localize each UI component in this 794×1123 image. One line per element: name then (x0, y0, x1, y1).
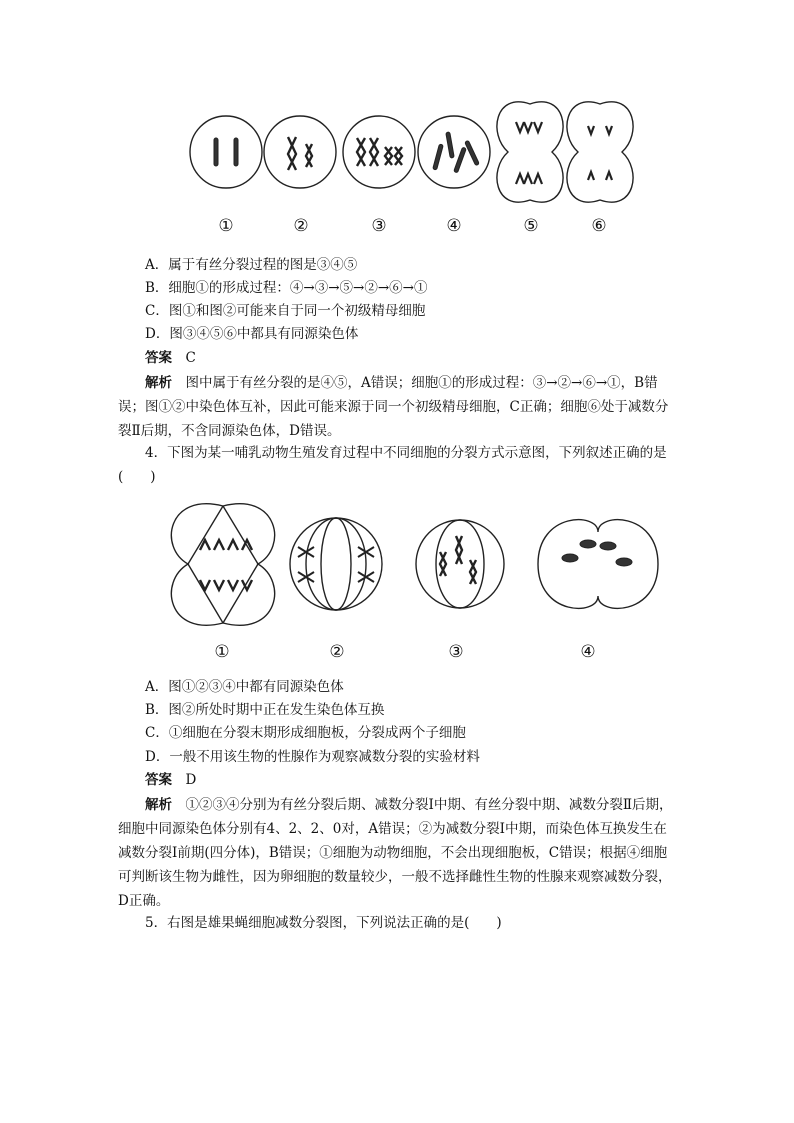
figure-cell-division-2 (178, 492, 648, 637)
figure-1-label-1: ① (218, 216, 234, 236)
figure-2-drawing (178, 492, 648, 637)
figure-2-label-2: ② (329, 642, 345, 662)
figure-cell-division-1 (180, 92, 640, 247)
q3-analysis-label: 解析 (145, 375, 172, 391)
q3-answer (145, 347, 196, 369)
q3-option-b: B．细胞①的形成过程：④→③→⑤→②→⑥→① (145, 280, 428, 296)
q4-analysis (118, 793, 678, 913)
q4-answer-label: 答案 (145, 772, 172, 788)
figure-2-label-1: ① (214, 642, 230, 662)
q4-analysis-text: ①②③④分别为有丝分裂后期、减数分裂Ⅰ中期、有丝分裂中期、减数分裂Ⅱ后期，细胞中同源染色体分别有4、2、2、0对，A错误；②为减数分裂Ⅰ中期，而染色体互换发生在减数分裂Ⅰ前期(四分体)，B错误；①细胞为动物细胞，不会出现细胞板，C错误；根据④细胞可判断该生物为雌性，因为卵细胞的数量较少，一般不选择雌性生物的性腺来观察减数分裂，D正确。 (118, 797, 673, 909)
cell-4 (418, 116, 490, 188)
figure-1-label-5: ⑤ (523, 216, 539, 236)
cell-2-4 (538, 520, 658, 609)
q4-option-c: C．①细胞在分裂末期形成细胞板，分裂成两个子细胞 (145, 725, 466, 741)
q3-analysis (118, 371, 678, 443)
figure-1-label-3: ③ (371, 216, 387, 236)
cell-6 (567, 102, 633, 202)
q3-option-d: D．图③④⑤⑥中都具有同源染色体 (145, 326, 359, 342)
figure-1-label-4: ④ (446, 216, 462, 236)
q4-option-a: A．图①②③④中都有同源染色体 (145, 679, 344, 695)
q3-answer-value: C (185, 350, 196, 366)
q4-answer (145, 769, 196, 791)
cell-5 (497, 102, 563, 202)
q4-option-b: B．图②所处时期中正在发生染色体互换 (145, 702, 385, 718)
q3-option-a: A．属于有丝分裂过程的图是③④⑤ (145, 257, 358, 273)
q4-analysis-label: 解析 (145, 797, 172, 813)
figure-1-drawing (180, 92, 640, 247)
cell-2-3 (416, 520, 504, 608)
q3-analysis-text: 图中属于有丝分裂的是④⑤，A错误；细胞①的形成过程：③→②→⑥→①，B错误；图①②中染色体互补，因此可能来源于同一个初级精母细胞，C正确；细胞⑥处于减数分裂Ⅱ后期，不含同源染色体，D错误。 (118, 375, 669, 439)
cell-1 (190, 116, 262, 188)
q4-option-d: D．一般不用该生物的性腺作为观察减数分裂的实验材料 (145, 749, 480, 765)
q3-answer-label: 答案 (145, 350, 172, 366)
cell-2 (264, 116, 336, 188)
q3-option-c: C．图①和图②可能来自于同一个初级精母细胞 (145, 303, 426, 319)
q5-stem: 5．右图是雄果蝇细胞减数分裂图，下列说法正确的是( ) (145, 915, 502, 931)
figure-2-label-4: ④ (580, 642, 596, 662)
cell-2-2 (290, 518, 382, 610)
q4-stem: 4．下图为某一哺乳动物生殖发育过程中不同细胞的分裂方式示意图，下列叙述正确的是( ) (118, 445, 667, 485)
figure-1-label-6: ⑥ (591, 216, 607, 236)
q4-answer-value: D (185, 772, 197, 788)
figure-1-label-2: ② (293, 216, 309, 236)
cell-2-1 (171, 504, 274, 626)
figure-2-label-3: ③ (448, 642, 464, 662)
